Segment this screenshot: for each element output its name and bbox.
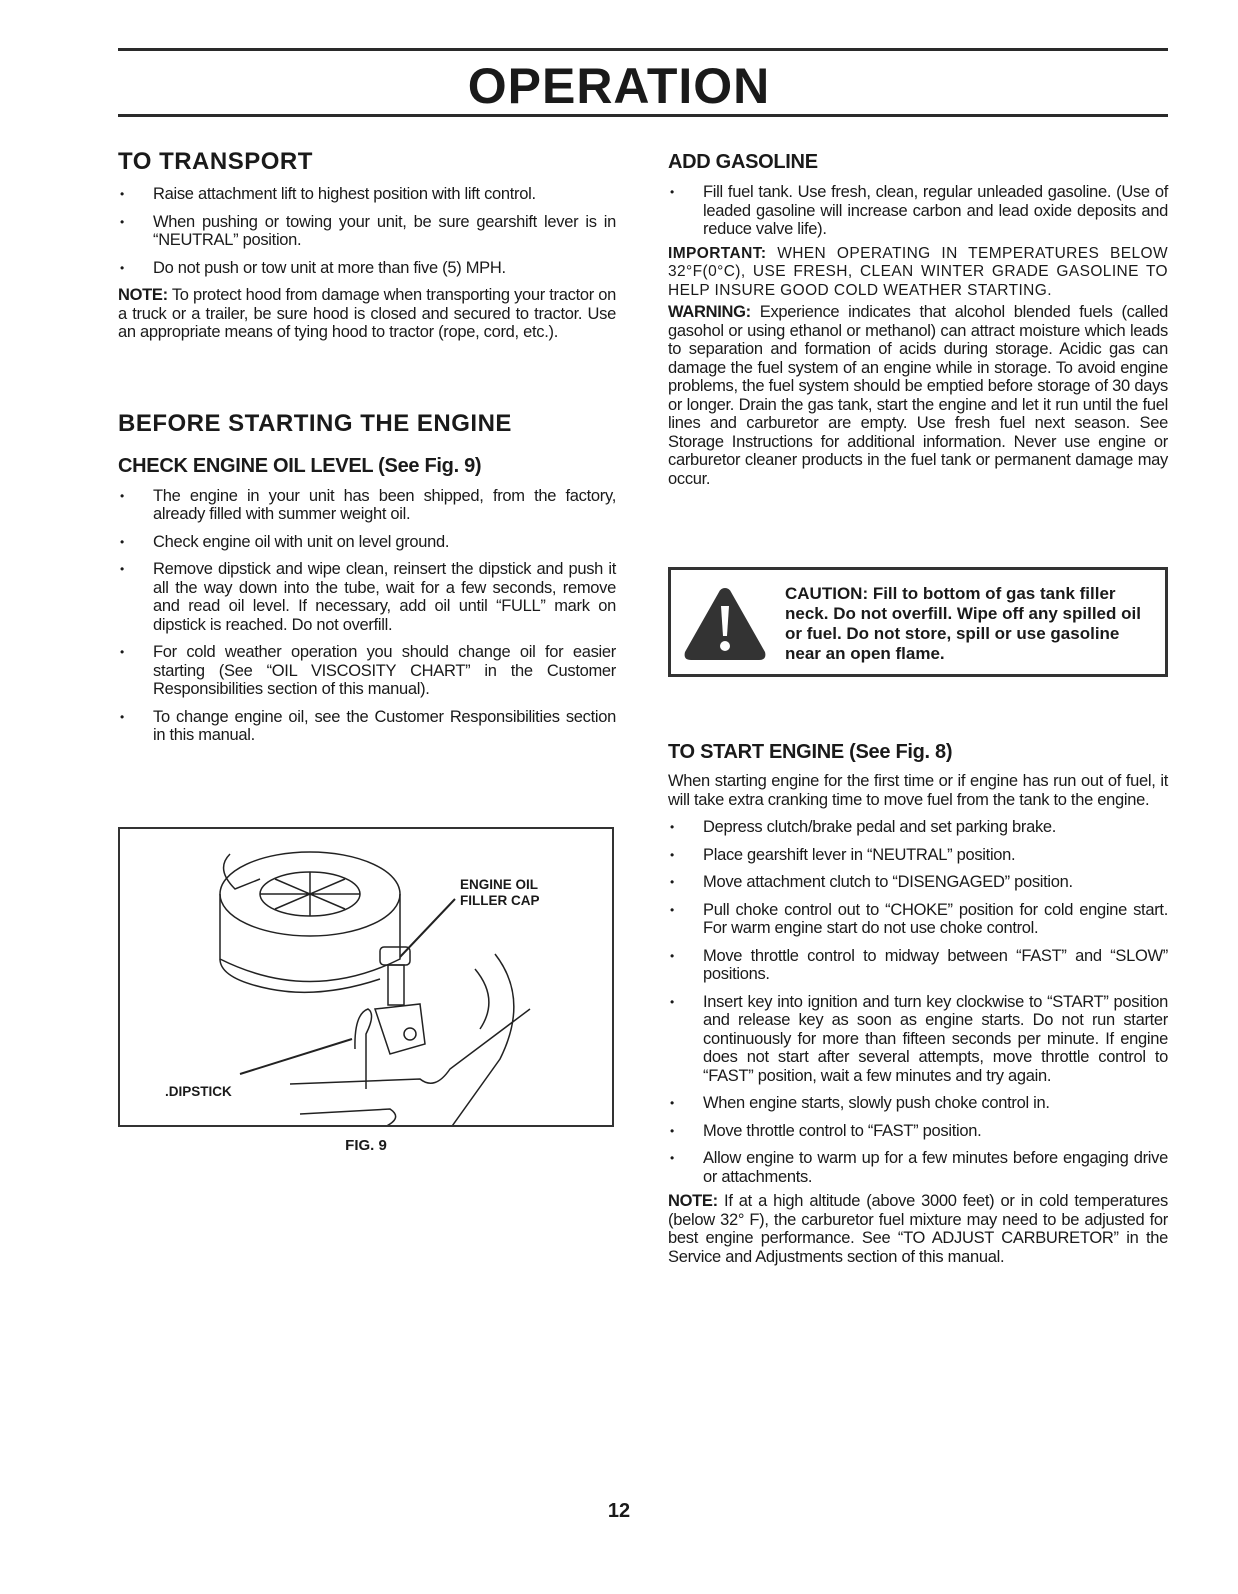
caution-box	[668, 567, 1168, 677]
note-text: To protect hood from damage when transporting your tractor on a truck or a trailer, be sure hood is closed and secured to tractor. Use an appropriate means of tying hood to tractor (rope, cord, etc.).	[118, 286, 616, 341]
note-text: If at a high altitude (above 3000 feet) or in cold temperatures (below 32° F), the carburetor fuel mixture may need to be adjusted for best engine performance. See “TO ADJUST CARBURETOR” in the Service and Adjustments section of this manual.	[668, 1192, 1169, 1266]
list-item: • Move attachment clutch to “DISENGAGED” position.	[668, 873, 1168, 892]
list-item: • Move throttle control to “FAST” position.	[668, 1122, 1168, 1141]
list-item: • To change engine oil, see the Customer Responsibilities section in this manual.	[118, 708, 616, 745]
figure-caption: FIG. 9	[345, 1137, 387, 1154]
list-item: • Depress clutch/brake pedal and set parking brake.	[668, 818, 1168, 837]
caution-text: CAUTION: Fill to bottom of gas tank filler neck. Do not overfill. Wipe off any spilled oil or fuel. Do not store, spill or use gasoline near an open flame.	[785, 584, 1141, 663]
list-item: • Do not push or tow unit at more than five (5) MPH.	[118, 259, 616, 278]
list-item: • When pushing or towing your unit, be sure gearshift lever is in “NEUTRAL” position.	[118, 213, 616, 250]
list-item: • Move throttle control to midway between “FAST” and “SLOW” positions.	[668, 947, 1168, 984]
dipstick-label: .DIPSTICK	[165, 1084, 232, 1099]
list-item: • When engine starts, slowly push choke control in.	[668, 1094, 1168, 1113]
transport-note	[118, 286, 616, 342]
list-item: • Place gearshift lever in “NEUTRAL” position.	[668, 846, 1168, 865]
page-number: 12	[607, 1500, 631, 1522]
filler-cap-label-line2: FILLER CAP	[460, 893, 540, 908]
list-item: • Insert key into ignition and turn key clockwise to “START” position and release key as soon as engine starts. Do not run starter continuously for more than fifteen seconds per minute. If engine does not start after several attempts, move throttle control to “FAST” position, wait a few minutes and try again.	[668, 993, 1168, 1086]
list-item: • Check engine oil with unit on level ground.	[118, 533, 616, 552]
warning-text: Experience indicates that alcohol blended fuels (called gasohol or using ethanol or methanol) can attract moisture which leads to separation and formation of acids during storage. Acidic gas can damage the fuel system of an engine while in storage. To avoid engine problems, the fuel system should be emptied before storage of 30 days or longer. Drain the gas tank, start the engine and let it run until the fuel lines and carburetor are empty. Use fresh fuel next season. See Storage Instructions for additional information. Never use engine or carburetor cleaner products in the fuel tank or permanent damage may occur.	[668, 303, 1168, 488]
engine-illustration	[120, 829, 612, 1125]
list-item: • Raise attachment lift to highest position with lift control.	[118, 185, 616, 204]
list-item: • Pull choke control out to “CHOKE” position for cold engine start. For warm engine start do not use choke control.	[668, 901, 1168, 938]
note-label: NOTE:	[668, 1192, 718, 1210]
add-gasoline-heading: ADD GASOLINE	[668, 151, 818, 173]
right-column-bottom	[668, 740, 1168, 1266]
warning-triangle-icon	[681, 584, 769, 664]
title-rule	[118, 114, 1168, 117]
left-column	[118, 148, 616, 745]
filler-cap-label	[460, 877, 540, 909]
list-item: • Fill fuel tank. Use fresh, clean, regular unleaded gasoline. (Use of leaded gasoline will increase carbon and lead oxide deposits and reduce valve life).	[668, 183, 1168, 239]
warning-label: WARNING:	[668, 303, 751, 321]
important-note	[668, 245, 1168, 301]
transport-heading: TO TRANSPORT	[118, 148, 313, 175]
start-engine-heading: TO START ENGINE (See Fig. 8)	[668, 741, 953, 763]
important-text: WHEN OPERATING IN TEMPERATURES BELOW 32°F(0°C), USE FRESH, CLEAN WINTER GRADE GASOLINE TO HELP INSURE GOOD COLD WEATHER STARTING.	[668, 244, 1168, 299]
warning-note	[668, 303, 1168, 488]
list-item: • Remove dipstick and wipe clean, reinsert the dipstick and push it all the way down into the tube, wait for a few seconds, remove and read oil level. If necessary, add oil until “FULL” mark on dipstick is reached. Do not overfill.	[118, 560, 616, 634]
before-starting-heading: BEFORE STARTING THE ENGINE	[118, 409, 512, 437]
list-item: • The engine in your unit has been shipped, from the factory, already filled with summer weight oil.	[118, 487, 616, 524]
start-engine-intro: When starting engine for the first time or if engine has run out of fuel, it will take extra cranking time to move fuel from the tank to the engine.	[668, 772, 1168, 809]
right-column-top	[668, 150, 1168, 488]
page-title: OPERATION	[467, 58, 771, 114]
check-oil-subheading: CHECK ENGINE OIL LEVEL (See Fig. 9)	[118, 454, 482, 477]
important-label: IMPORTANT:	[668, 244, 767, 262]
figure-9	[118, 827, 614, 1127]
note-label: NOTE:	[118, 286, 168, 304]
start-engine-note	[668, 1192, 1168, 1266]
list-item: • Allow engine to warm up for a few minutes before engaging drive or attachments.	[668, 1149, 1168, 1186]
top-rule	[118, 48, 1168, 51]
filler-cap-label-line1: ENGINE OIL	[460, 877, 539, 892]
list-item: • For cold weather operation you should change oil for easier starting (See “OIL VISCOSITY CHART” in the Customer Responsibilities section of this manual).	[118, 643, 616, 699]
